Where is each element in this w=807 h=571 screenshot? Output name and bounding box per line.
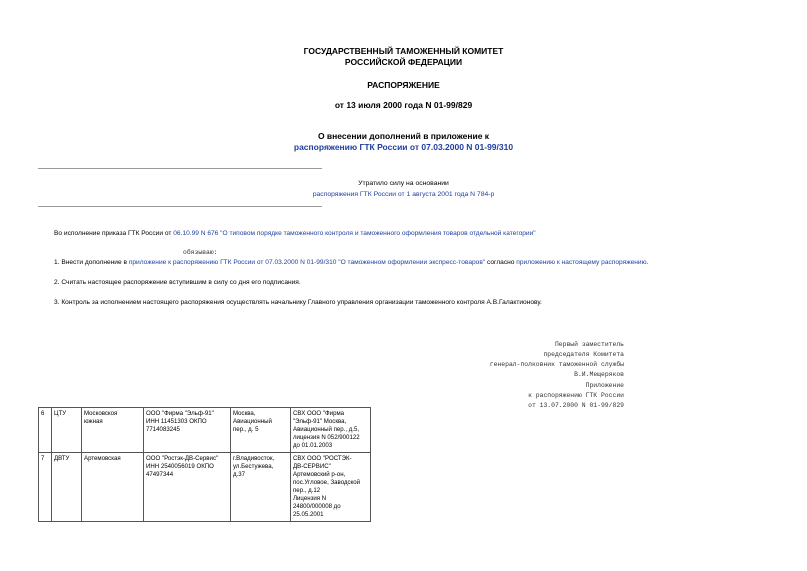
cell-warehouse-line: до 01.01.2003: [293, 442, 333, 449]
document-date: от 13 июля 2000 года N 01-99/829: [334, 100, 473, 110]
cell-warehouse-line: Лицензия N: [293, 495, 327, 502]
cell-organization-line: 7714083245: [146, 426, 180, 433]
cell-organization: [144, 453, 231, 522]
cell-warehouse-line: СВХ ООО "РОСТЭК-: [293, 455, 352, 462]
cell-address-line: пер., д. 5: [233, 426, 259, 433]
divider-bottom: [38, 206, 322, 207]
cell-number: 7: [39, 453, 52, 522]
signature-name: В.И.Мещеряков: [574, 371, 624, 378]
paragraph-1: [54, 259, 648, 266]
cell-customs-post-line: Московскоя: [84, 410, 118, 417]
committee-name-line2: РОССИЙСКОЙ ФЕДЕРАЦИИ: [344, 57, 463, 67]
appendix-reference-link[interactable]: приложение к распоряжению ГТК России от 07.03.2000 N 01-99/310 "О таможенном оформлении экспресс-товаров": [128, 259, 486, 266]
cell-organization-line: 47497344: [146, 471, 174, 478]
cell-warehouse-line: Артемовский р-он,: [293, 471, 346, 478]
signature-line-2: председателя Комитета: [543, 351, 624, 358]
appendix-line-3: от 13.07.2000 N 01-99/829: [528, 402, 624, 409]
cell-warehouse-line: лицензия N 052/900122: [293, 434, 360, 441]
committee-name-line1: ГОСУДАРСТВЕННЫЙ ТАМОЖЕННЫЙ КОМИТЕТ: [303, 46, 504, 56]
warehouse-table-body: [39, 408, 371, 522]
cell-organization-line: ООО "Ростэк-ДВ-Сервис": [146, 455, 219, 462]
cell-warehouse-line: "Эльф-91" Москва,: [293, 418, 347, 425]
cell-customs-code: ДВТУ: [52, 453, 82, 522]
table-row: [39, 408, 371, 453]
cell-customs-post: [82, 408, 144, 453]
cell-number: 6: [39, 408, 52, 453]
cell-address: [231, 408, 291, 453]
appendix-line-2: к распоряжению ГТК России: [528, 392, 624, 399]
cell-organization-line: ИНН 2540056019 ОКПО: [146, 463, 214, 470]
cell-warehouse-line: 24800/000008 до: [293, 503, 341, 510]
cell-address-line: Москва,: [233, 410, 256, 417]
cell-warehouse-line: СВХ ООО "Фирма: [293, 410, 345, 417]
cell-organization: [144, 408, 231, 453]
document-type: РАСПОРЯЖЕНИЕ: [367, 80, 440, 90]
signature-block: [490, 340, 624, 380]
warehouse-table: [38, 407, 371, 522]
obligate-text: обязываю:: [183, 249, 218, 256]
paragraph-1-end: .: [646, 259, 649, 266]
cell-warehouse-line: 25.05.2001: [293, 511, 324, 518]
cell-customs-post: [82, 453, 144, 522]
cell-warehouse: [291, 453, 371, 522]
cell-warehouse: [291, 408, 371, 453]
cell-address-line: Авиационный: [233, 418, 272, 425]
preamble-text: Во исполнение приказа ГТК России от: [54, 230, 174, 237]
cell-customs-post-line: южная: [84, 418, 103, 425]
appendix-line-1: Приложение: [585, 382, 624, 389]
order-reference-link[interactable]: 06.10.99 N 676 "О типовом порядке таможенного контроля и таможенного оформления товаров отдельной категории": [173, 230, 536, 237]
document-subject: О внесении дополнений в приложение к: [317, 131, 490, 141]
status-text: Утратило силу на основании: [358, 180, 449, 187]
cell-customs-code: ЦТУ: [52, 408, 82, 453]
cell-customs-post-line: Артемовская: [84, 455, 121, 462]
paragraph-3: 3. Контроль за исполнением настоящего распоряжения осуществлять начальнику Главного управления организации таможенного контроля А.В.Галактионову.: [54, 299, 542, 306]
cell-address: [231, 453, 291, 522]
cell-warehouse-line: пос.Угловое, Заводской: [293, 479, 361, 486]
paragraph-1-text: 1. Внести дополнение в: [54, 259, 129, 266]
signature-line-3: генерал-полковник таможенной службы: [489, 361, 624, 368]
cell-address-line: ул.Бестужева,: [233, 463, 274, 470]
cell-warehouse-line: Авиационный пер., д.5,: [293, 426, 360, 433]
status-reference-link[interactable]: распоряжения ГТК России от 1 августа 2001 года N 784-р: [312, 191, 495, 198]
cell-warehouse-line: ДВ-СЕРВИС": [293, 463, 331, 470]
appendix-heading: [528, 381, 624, 411]
cell-organization-line: ООО "Фирма "Эльф-91": [146, 410, 214, 417]
divider-top: [38, 168, 322, 169]
cell-address-line: г.Владивосток,: [233, 455, 275, 462]
paragraph-1-middle: согласно: [485, 259, 517, 266]
cell-address-line: д.37: [233, 471, 246, 478]
cell-warehouse-line: пер., д.12: [293, 487, 321, 494]
table-row: [39, 453, 371, 522]
subject-reference-link[interactable]: распоряжению ГТК России от 07.03.2000 N 01-99/310: [293, 142, 514, 152]
preamble: [54, 230, 536, 237]
signature-line-1: Первый заместитель: [554, 341, 624, 348]
attachment-reference-link[interactable]: приложению к настоящему распоряжению: [516, 259, 647, 266]
cell-organization-line: ИНН 11451303 ОКПО: [146, 418, 207, 425]
paragraph-2: 2. Считать настоящее распоряжение вступившим в силу со дня его подписания.: [54, 279, 301, 286]
